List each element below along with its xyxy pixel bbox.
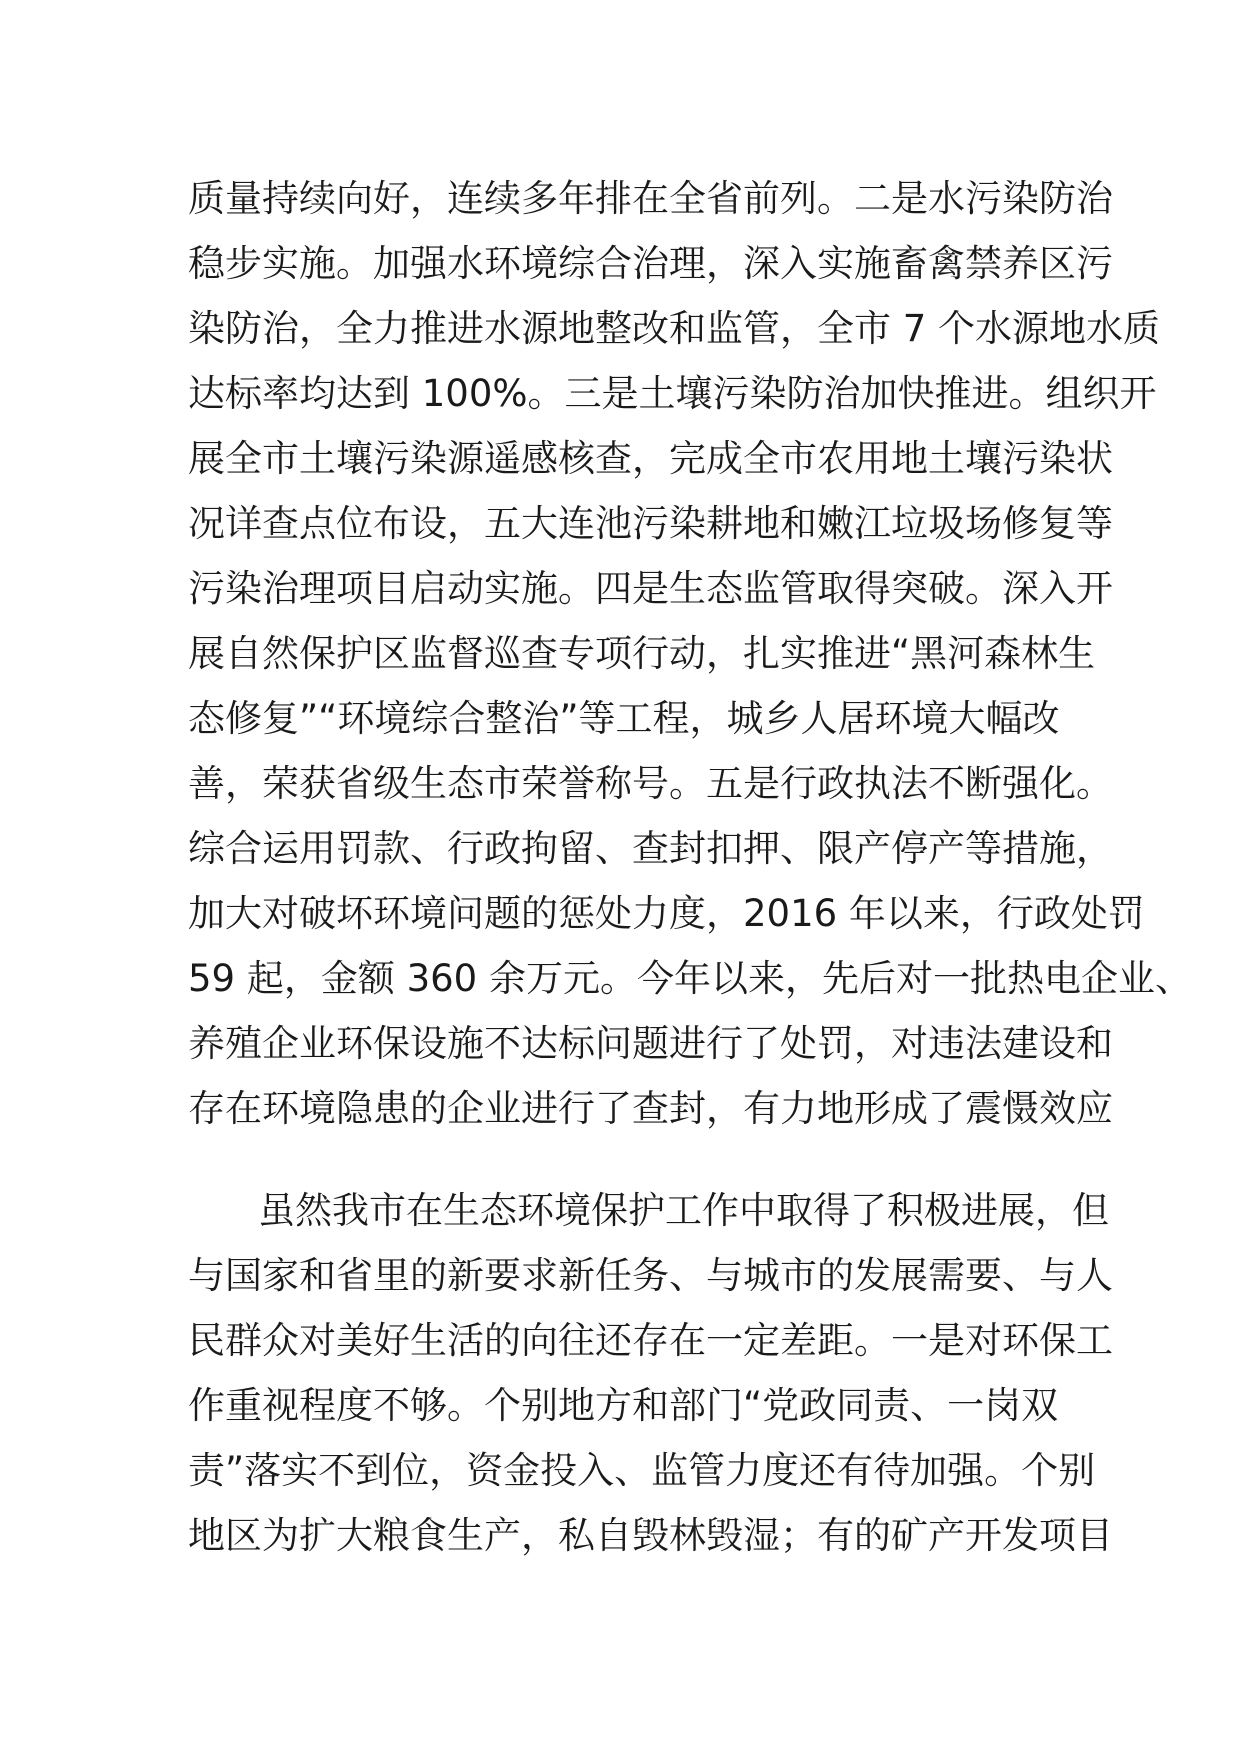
text-line: 地区为扩大粮食生产，私自毁林毁湿；有的矿产开发项目 [188, 1514, 1113, 1557]
text-line-first-indented: 虽然我市在生态环境保护工作中取得了积极进展，但 [258, 1189, 1109, 1232]
text-line: 存在环境隐患的企业进行了查封，有力地形成了震慑效应 [188, 1087, 1113, 1130]
text-line: 稳步实施。加强水环境综合治理，深入实施畜禽禁养区污 [188, 242, 1113, 285]
text-line: 加大对破坏环境问题的惩处力度，2016 年以来，行政处罚 [188, 892, 1145, 935]
text-line: 态修复”“环境综合整治”等工程，城乡人居环境大幅改 [188, 697, 1060, 740]
text-line: 展自然保护区监督巡查专项行动，扎实推进“黑河森林生 [188, 632, 1096, 675]
text-line: 善，荣获省级生态市荣誉称号。五是行政执法不断强化。 [188, 762, 1113, 805]
text-line: 与国家和省里的新要求新任务、与城市的发展需要、与人 [188, 1254, 1113, 1297]
paragraph-continued [188, 166, 1192, 1141]
text-line: 质量持续向好，连续多年排在全省前列。二是水污染防治 [188, 177, 1113, 220]
text-line: 养殖企业环保设施不达标问题进行了处罚，对违法建设和 [188, 1022, 1113, 1065]
text-line: 达标率均达到 100%。三是土壤污染防治加快推进。组织开 [188, 372, 1157, 415]
text-line: 展全市土壤污染源遥感核查，完成全市农用地土壤污染状 [188, 437, 1113, 480]
paragraph-new [188, 1178, 1113, 1568]
text-line: 况详查点位布设，五大连池污染耕地和嫩江垃圾场修复等 [188, 502, 1113, 545]
text-line: 责”落实不到位，资金投入、监管力度还有待加强。个别 [188, 1449, 1096, 1492]
text-line: 59 起，金额 360 余万元。今年以来，先后对一批热电企业、 [188, 957, 1192, 1000]
text-line: 作重视程度不够。个别地方和部门“党政同责、一岗双 [188, 1384, 1059, 1427]
text-line: 综合运用罚款、行政拘留、查封扣押、限产停产等措施， [188, 827, 1113, 870]
text-line: 染防治，全力推进水源地整改和监管，全市 7 个水源地水质 [188, 307, 1161, 350]
text-line: 民群众对美好生活的向往还存在一定差距。一是对环保工 [188, 1319, 1113, 1362]
text-line: 污染治理项目启动实施。四是生态监管取得突破。深入开 [188, 567, 1113, 610]
